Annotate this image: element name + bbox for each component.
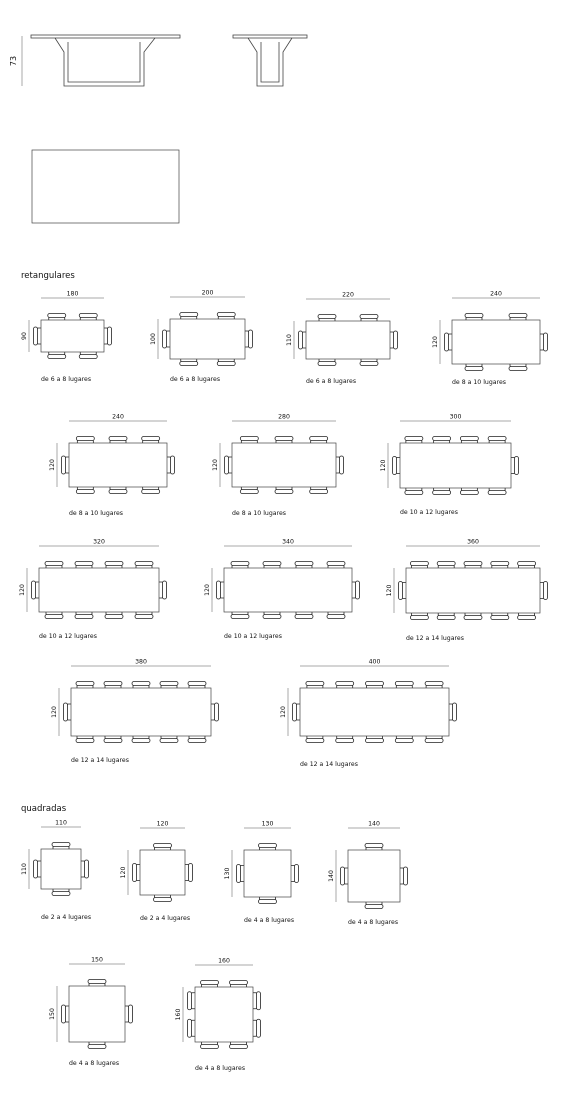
- chair-back: [79, 355, 97, 359]
- width-label: 200: [201, 289, 214, 297]
- chair-back: [201, 1045, 219, 1049]
- width-label: 110: [55, 819, 67, 827]
- chair-back: [395, 682, 413, 686]
- chair-back: [75, 562, 93, 566]
- width-label: 120: [156, 820, 169, 828]
- table-top: [140, 850, 185, 895]
- rectangular-table-layout: [204, 539, 360, 641]
- chair-back: [433, 437, 451, 441]
- chair-back: [163, 581, 167, 599]
- chair-back: [366, 739, 384, 743]
- chair-back: [460, 437, 478, 441]
- chair-back: [405, 491, 423, 495]
- chair-back: [445, 333, 449, 351]
- side-elevation: [233, 35, 307, 86]
- width-label: 240: [490, 290, 502, 298]
- front-top: [31, 35, 180, 38]
- width-label: 220: [342, 291, 354, 299]
- chair-back: [275, 437, 293, 441]
- chair-back: [230, 1045, 248, 1049]
- table-layouts: [19, 290, 548, 1073]
- square-table-layout: [120, 821, 193, 923]
- chair-back: [491, 562, 509, 566]
- chair-back: [34, 860, 38, 878]
- chair-back: [360, 362, 378, 366]
- rectangular-table-layout: [19, 539, 167, 641]
- width-label: 300: [449, 413, 462, 421]
- rectangular-table-layout: [380, 414, 519, 517]
- chair-back: [188, 992, 192, 1010]
- rectangular-table-layout: [49, 414, 175, 518]
- capacity-caption: de 4 a 8 lugares: [348, 919, 399, 926]
- table-top: [232, 443, 336, 487]
- depth-label: 120: [49, 459, 56, 471]
- chair-back: [135, 562, 153, 566]
- chair-back: [310, 437, 328, 441]
- chair-back: [306, 739, 324, 743]
- chair-back: [437, 562, 455, 566]
- capacity-caption: de 12 a 14 lugares: [300, 761, 358, 768]
- depth-label: 120: [386, 584, 393, 597]
- table-top: [406, 568, 540, 613]
- chair-back: [310, 490, 328, 494]
- chair-back: [410, 562, 428, 566]
- chair-back: [201, 981, 219, 985]
- depth-label: 150: [49, 1008, 56, 1020]
- chair-back: [231, 562, 249, 566]
- width-label: 160: [218, 957, 230, 965]
- chair-back: [404, 867, 408, 885]
- side-base-inner: [261, 42, 279, 82]
- chair-back: [48, 355, 66, 359]
- table-top: [41, 320, 104, 352]
- chair-back: [318, 315, 336, 319]
- width-label: 320: [93, 538, 105, 546]
- width-label: 360: [467, 538, 479, 546]
- chair-back: [108, 327, 112, 345]
- chair-back: [163, 330, 167, 348]
- square-table-layout: [21, 820, 91, 922]
- chair-back: [88, 1045, 106, 1049]
- chair-back: [132, 739, 150, 743]
- table-top: [69, 986, 125, 1042]
- capacity-caption: de 2 a 4 lugares: [140, 915, 191, 922]
- chair-back: [79, 314, 97, 318]
- capacity-caption: de 4 a 8 lugares: [69, 1060, 120, 1067]
- chair-back: [464, 562, 482, 566]
- depth-label: 120: [120, 866, 127, 879]
- table-top: [39, 568, 159, 612]
- depth-label: 120: [212, 459, 219, 471]
- chair-back: [393, 457, 397, 475]
- capacity-caption: de 8 a 10 lugares: [452, 379, 507, 386]
- chair-back: [259, 900, 277, 904]
- chair-back: [231, 615, 249, 619]
- chair-back: [299, 331, 303, 349]
- capacity-caption: de 6 a 8 lugares: [41, 376, 92, 383]
- chair-back: [217, 581, 221, 599]
- rectangular-table-layout: [280, 659, 457, 769]
- chair-back: [327, 615, 345, 619]
- chair-back: [230, 981, 248, 985]
- front-base-inner: [68, 42, 140, 82]
- chair-back: [45, 562, 63, 566]
- chair-back: [509, 314, 527, 318]
- chair-back: [154, 844, 172, 848]
- depth-label: 90: [21, 332, 28, 340]
- chair-back: [129, 1005, 133, 1023]
- chair-back: [240, 490, 258, 494]
- chair-back: [437, 616, 455, 620]
- rectangular-table-layout: [51, 659, 219, 765]
- square-table-layout: [175, 958, 261, 1073]
- table-top: [348, 850, 400, 902]
- square-table-layout: [328, 821, 408, 927]
- chair-back: [88, 980, 106, 984]
- chair-back: [104, 739, 122, 743]
- chair-back: [405, 437, 423, 441]
- chair-back: [453, 703, 457, 721]
- chair-back: [318, 362, 336, 366]
- chair-back: [263, 562, 281, 566]
- chair-back: [544, 333, 548, 351]
- depth-label: 120: [432, 336, 439, 348]
- chair-back: [410, 616, 428, 620]
- square-table-layout: [224, 821, 299, 925]
- width-label: 150: [91, 956, 103, 964]
- chair-back: [34, 327, 38, 345]
- chair-back: [295, 615, 313, 619]
- chair-back: [491, 616, 509, 620]
- chair-back: [263, 615, 281, 619]
- chair-back: [460, 491, 478, 495]
- chair-back: [257, 992, 261, 1010]
- chair-back: [105, 562, 123, 566]
- chair-back: [217, 362, 235, 366]
- chair-back: [142, 437, 160, 441]
- table-top: [41, 849, 81, 889]
- depth-label: 120: [204, 584, 211, 596]
- chair-back: [85, 860, 89, 878]
- capacity-caption: de 4 a 8 lugares: [244, 917, 295, 924]
- chair-back: [518, 616, 536, 620]
- chair-back: [76, 490, 94, 494]
- table-top: [400, 443, 511, 488]
- chair-back: [249, 330, 253, 348]
- chair-back: [105, 615, 123, 619]
- chair-back: [399, 582, 403, 600]
- width-label: 380: [135, 658, 147, 666]
- chair-back: [171, 456, 175, 474]
- width-label: 180: [66, 290, 79, 298]
- chair-back: [52, 892, 70, 896]
- chair-back: [217, 313, 235, 317]
- width-label: 280: [278, 413, 290, 421]
- chair-back: [275, 490, 293, 494]
- depth-label: 120: [280, 706, 287, 718]
- chair-back: [240, 437, 258, 441]
- capacity-caption: de 2 a 4 lugares: [41, 914, 92, 921]
- square-table-layout: [49, 957, 133, 1068]
- chair-back: [336, 739, 354, 743]
- chair-back: [336, 682, 354, 686]
- chair-back: [142, 490, 160, 494]
- depth-label: 110: [21, 863, 28, 875]
- depth-label: 130: [224, 867, 231, 880]
- chair-back: [295, 562, 313, 566]
- chair-back: [394, 331, 398, 349]
- table-top: [244, 850, 291, 897]
- table-top: [300, 688, 449, 736]
- chair-back: [366, 682, 384, 686]
- chair-back: [433, 491, 451, 495]
- capacity-caption: de 10 a 12 lugares: [224, 633, 282, 640]
- table-top: [306, 321, 390, 359]
- chair-back: [488, 437, 506, 441]
- chair-back: [295, 865, 299, 883]
- rectangular-table-layout: [212, 414, 344, 518]
- chair-back: [237, 865, 241, 883]
- table-top: [71, 688, 211, 736]
- chair-back: [104, 682, 122, 686]
- plan-view-table: [32, 150, 179, 223]
- capacity-caption: de 8 a 10 lugares: [232, 510, 287, 517]
- chair-back: [509, 367, 527, 371]
- capacity-caption: de 6 a 8 lugares: [306, 378, 357, 385]
- section-title-square: quadradas: [21, 804, 67, 814]
- chair-back: [109, 437, 127, 441]
- chair-back: [76, 739, 94, 743]
- chair-back: [515, 457, 519, 475]
- table-top: [224, 568, 352, 612]
- chair-back: [180, 362, 198, 366]
- section-title-rectangular: retangulares: [21, 271, 75, 281]
- chair-back: [518, 562, 536, 566]
- capacity-caption: de 4 a 8 lugares: [195, 1065, 246, 1072]
- chair-back: [188, 682, 206, 686]
- chair-back: [356, 581, 360, 599]
- chair-back: [45, 615, 63, 619]
- depth-label: 120: [51, 706, 58, 718]
- chair-back: [154, 898, 172, 902]
- chair-back: [425, 739, 443, 743]
- depth-label: 100: [150, 333, 157, 345]
- front-elevation: [9, 35, 180, 86]
- chair-back: [488, 491, 506, 495]
- table-top: [69, 443, 167, 487]
- depth-label: 120: [19, 584, 26, 596]
- chair-back: [180, 313, 198, 317]
- depth-label: 160: [175, 1008, 182, 1021]
- depth-label: 140: [328, 870, 335, 882]
- chair-back: [76, 682, 94, 686]
- chair-back: [132, 682, 150, 686]
- capacity-caption: de 10 a 12 lugares: [400, 509, 458, 516]
- chair-back: [225, 456, 229, 474]
- capacity-caption: de 12 a 14 lugares: [71, 757, 129, 764]
- chair-back: [365, 905, 383, 909]
- chair-back: [465, 367, 483, 371]
- rectangular-table-layout: [150, 290, 253, 384]
- chair-back: [425, 682, 443, 686]
- chair-back: [293, 703, 297, 721]
- chair-back: [360, 315, 378, 319]
- chair-back: [188, 739, 206, 743]
- chair-back: [109, 490, 127, 494]
- side-base-outer: [248, 38, 292, 86]
- chair-back: [544, 582, 548, 600]
- rectangular-table-layout: [432, 291, 548, 387]
- chair-back: [189, 864, 193, 882]
- width-label: 240: [112, 413, 124, 421]
- chair-back: [257, 1019, 261, 1037]
- rectangular-table-layout: [286, 292, 398, 386]
- chair-back: [215, 703, 219, 721]
- chair-back: [52, 843, 70, 847]
- width-label: 340: [282, 538, 294, 546]
- chair-back: [133, 864, 137, 882]
- chair-back: [327, 562, 345, 566]
- table-top: [452, 320, 540, 364]
- capacity-caption: de 8 a 10 lugares: [69, 510, 124, 517]
- capacity-caption: de 6 a 8 lugares: [170, 376, 221, 383]
- table-top: [195, 987, 253, 1042]
- table-top: [170, 319, 245, 359]
- height-label: 73: [9, 55, 18, 67]
- chair-back: [62, 1005, 66, 1023]
- chair-back: [48, 314, 66, 318]
- chair-back: [259, 844, 277, 848]
- depth-label: 120: [380, 459, 387, 472]
- rectangular-table-layout: [21, 291, 112, 384]
- chair-back: [365, 844, 383, 848]
- chair-back: [340, 456, 344, 474]
- chair-back: [188, 1019, 192, 1037]
- depth-label: 110: [286, 334, 293, 346]
- chair-back: [465, 314, 483, 318]
- chair-back: [32, 581, 36, 599]
- rectangular-table-layout: [386, 539, 548, 643]
- chair-back: [135, 615, 153, 619]
- chair-back: [341, 867, 345, 885]
- width-label: 400: [368, 658, 381, 666]
- capacity-caption: de 10 a 12 lugares: [39, 633, 97, 640]
- chair-back: [75, 615, 93, 619]
- chair-back: [306, 682, 324, 686]
- width-label: 130: [261, 820, 274, 828]
- chair-back: [395, 739, 413, 743]
- chair-back: [464, 616, 482, 620]
- chair-back: [64, 703, 68, 721]
- chair-back: [62, 456, 66, 474]
- chair-back: [76, 437, 94, 441]
- capacity-caption: de 12 a 14 lugares: [406, 635, 464, 642]
- chair-back: [160, 682, 178, 686]
- side-top: [233, 35, 307, 38]
- chair-back: [160, 739, 178, 743]
- width-label: 140: [368, 820, 380, 828]
